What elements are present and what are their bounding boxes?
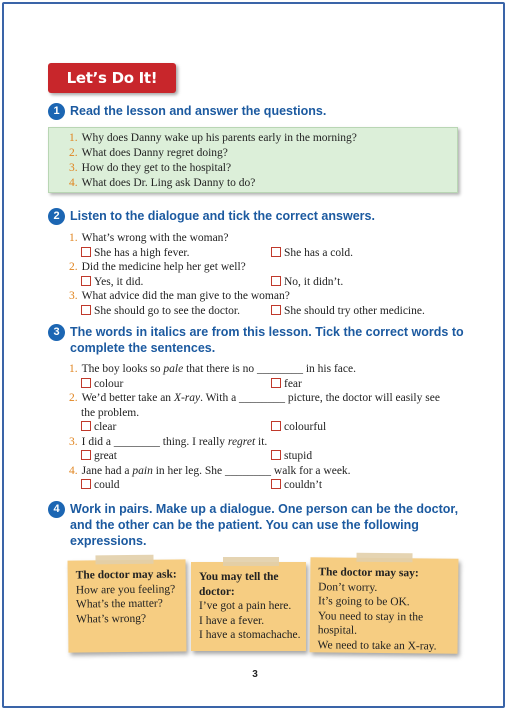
section-title-banner: Let’s Do It!: [48, 63, 176, 93]
answer-option[interactable]: great: [81, 449, 117, 464]
question-item: 1. What’s wrong with the woman?: [69, 232, 229, 244]
checkbox[interactable]: [81, 378, 91, 388]
answer-option[interactable]: She has a cold.: [271, 246, 353, 261]
note-line: I’ve got a pain here.: [199, 600, 292, 612]
questions-box: [48, 127, 458, 193]
tape: [356, 553, 412, 563]
tape: [223, 557, 279, 566]
answer-option[interactable]: couldn’t: [271, 478, 322, 493]
note-line: What’s wrong?: [76, 612, 147, 626]
answer-option[interactable]: stupid: [271, 449, 312, 464]
checkbox[interactable]: [271, 450, 281, 460]
tape: [95, 555, 153, 565]
expression-note-doctor-ask: [68, 559, 187, 652]
task-2-list: [69, 231, 479, 318]
sentence-item: 1. The boy looks so pale that there is no ________ in his face.: [69, 363, 356, 375]
task-number-badge: 3: [48, 324, 65, 341]
note-line: You need to stay in the: [317, 609, 424, 623]
question-item: 4. What does Dr. Ling ask Danny to do?: [69, 177, 256, 189]
note-line: It’s going to be OK.: [317, 595, 410, 609]
task-instruction: Work in pairs. Make up a dialogue. One person can be the doctor, and the other can be the patient. You can use the following expressions.: [70, 502, 459, 548]
task-number-badge: 4: [48, 501, 65, 518]
answer-option[interactable]: Yes, it did.: [81, 275, 143, 290]
checkbox[interactable]: [271, 276, 281, 286]
checkbox[interactable]: [81, 305, 91, 315]
task-2-header: [48, 208, 478, 225]
sentence-item: 4. Jane had a pain in her leg. She ________ walk for a week.: [69, 464, 351, 477]
answer-option[interactable]: colour: [81, 377, 123, 392]
task-instruction: Listen to the dialogue and tick the correct answers.: [70, 209, 375, 223]
task-instruction: Read the lesson and answer the questions.: [70, 104, 327, 118]
answer-option[interactable]: No, it didn’t.: [271, 275, 343, 290]
task-instruction: The words in italics are from this lesson. Tick the correct words to complete the sentences.: [70, 325, 464, 355]
answer-option[interactable]: could: [81, 478, 120, 493]
answer-option[interactable]: fear: [271, 377, 302, 392]
note-line: We need to take an X-ray.: [317, 638, 437, 653]
checkbox[interactable]: [81, 421, 91, 431]
sentence-continuation: the problem.: [81, 406, 140, 419]
note-line: hospital.: [317, 624, 358, 637]
page-number: 3: [252, 669, 258, 680]
task-4-header: [48, 501, 488, 549]
note-line: I have a stomachache.: [199, 629, 301, 641]
expression-note-tell-doctor: [191, 562, 306, 651]
expression-note-doctor-say: [310, 557, 459, 654]
task-3-header: [48, 324, 478, 356]
question-item: 2. Did the medicine help her get well?: [69, 261, 246, 273]
checkbox[interactable]: [81, 247, 91, 257]
task-number-badge: 2: [48, 208, 65, 225]
checkbox[interactable]: [271, 421, 281, 431]
note-heading: The doctor may say:: [318, 566, 419, 580]
note-line: How are you feeling?: [75, 582, 176, 597]
question-item: 3. How do they get to the hospital?: [69, 162, 232, 174]
question-item: 1. Why does Danny wake up his parents early in the morning?: [69, 132, 357, 144]
sentence-item: 3. I did a ________ thing. I really regret it.: [69, 435, 268, 448]
note-line: Don’t worry.: [318, 580, 378, 594]
checkbox[interactable]: [271, 378, 281, 388]
checkbox[interactable]: [81, 276, 91, 286]
answer-option[interactable]: clear: [81, 420, 116, 435]
answer-option[interactable]: colourful: [271, 420, 326, 435]
checkbox[interactable]: [81, 450, 91, 460]
task-1-header: [48, 103, 478, 120]
answer-option[interactable]: She should go to see the doctor.: [81, 304, 240, 319]
task-3-list: [69, 362, 479, 493]
checkbox[interactable]: [81, 479, 91, 489]
checkbox[interactable]: [271, 247, 281, 257]
checkbox[interactable]: [271, 305, 281, 315]
note-heading: The doctor may ask:: [75, 568, 177, 582]
checkbox[interactable]: [271, 479, 281, 489]
question-item: 2. What does Danny regret doing?: [69, 147, 228, 159]
task-number-badge: 1: [48, 103, 65, 120]
note-line: What’s the matter?: [75, 597, 163, 611]
sentence-item: 2. We’d better take an X-ray. With a ________ picture, the doctor will easily see: [69, 392, 440, 404]
answer-option[interactable]: She has a high fever.: [81, 246, 190, 261]
note-line: I have a fever.: [199, 614, 265, 627]
note-heading: You may tell the doctor:: [199, 571, 279, 598]
answer-option[interactable]: She should try other medicine.: [271, 304, 425, 319]
question-item: 3. What advice did the man give to the woman?: [69, 290, 290, 302]
